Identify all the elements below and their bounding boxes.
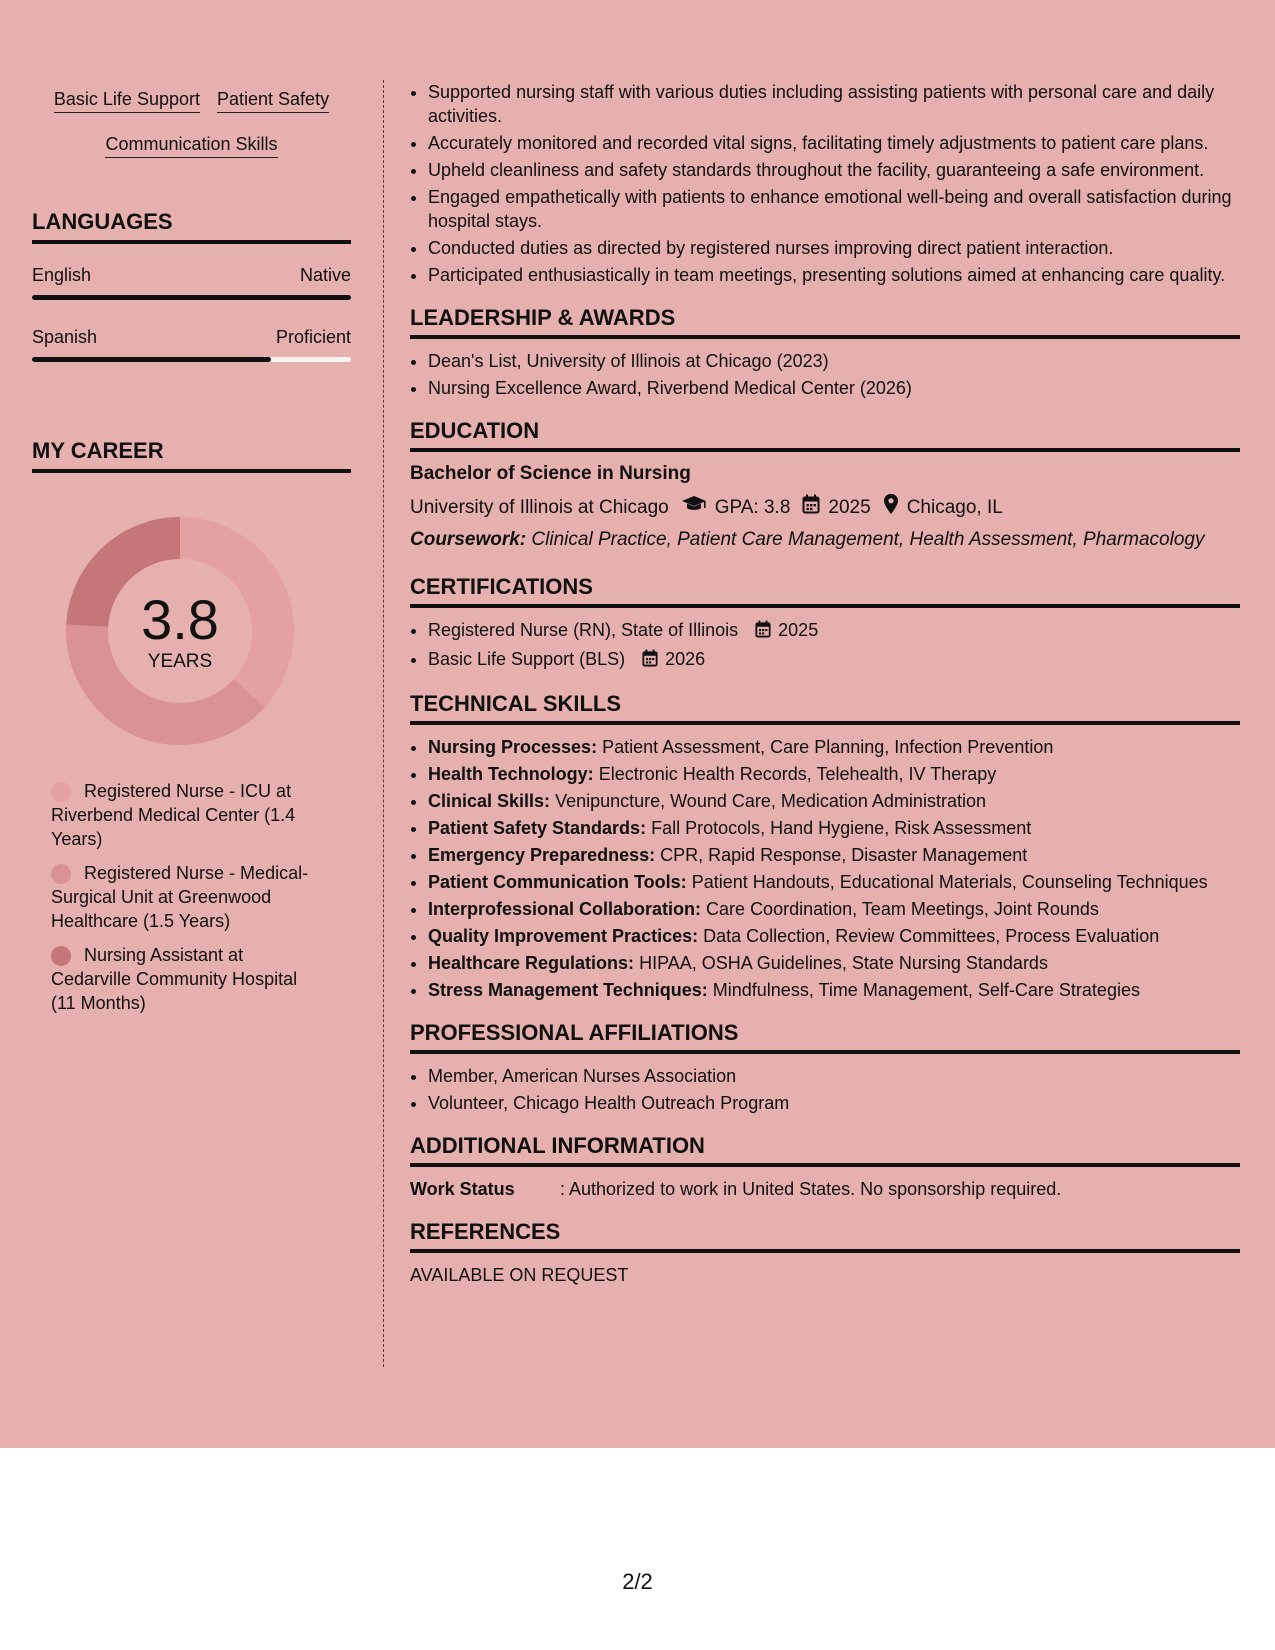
technical-skill-item [428,924,1240,948]
references-text: AVAILABLE ON REQUEST [410,1265,629,1285]
career-item-text: Registered Nurse - ICU at Riverbend Medical Center (1.4 Years) [51,781,296,849]
degree-name: Bachelor of Science in Nursing [410,463,691,484]
affiliations-list [410,1064,1240,1115]
languages-title: LANGUAGES [32,209,173,234]
certification-item [428,647,1240,673]
location-pin-icon [883,493,899,522]
skill-value: Patient Assessment, Care Planning, Infection Prevention [602,737,1054,757]
technical-skill-item [428,870,1240,894]
technical-skills-list [410,735,1240,1002]
career-dot-icon [51,782,71,802]
leadership-item: • Dean's List, University of Illinois at Chicago (2023) [428,349,1240,373]
experience-bullet: • Accurately monitored and recorded vital signs, facilitating timely adjustments to patient care plans. [428,131,1240,155]
skill-label: Quality Improvement Practices: [428,926,699,946]
graduation-cap-icon [681,494,707,521]
career-item [51,943,321,1015]
skill-value: Data Collection, Review Committees, Process Evaluation [703,926,1160,946]
additional-info-title: ADDITIONAL INFORMATION [410,1133,705,1158]
technical-skill-item [428,951,1240,975]
section-rule [32,240,351,244]
career-list [32,779,351,1015]
experience-bullet: • Engaged empathetically with patients to enhance emotional well-being and overall satisfaction during hospital stays. [428,185,1240,233]
technical-skill-item [428,789,1240,813]
skill-label: Health Technology: [428,764,594,784]
skill-tags [32,80,351,158]
skill-label: Clinical Skills: [428,791,551,811]
skill-label: Patient Communication Tools: [428,872,687,892]
coursework-text: Clinical Practice, Patient Care Management, Health Assessment, Pharmacology [531,529,1205,550]
language-bar-fill [32,357,271,362]
skill-label: Emergency Preparedness: [428,845,656,865]
skill-tag: Patient Safety [217,88,329,113]
experience-bullet: • Conducted duties as directed by registered nurses improving direct patient interaction. [428,236,1240,260]
affiliations-title: PROFESSIONAL AFFILIATIONS [410,1020,739,1045]
skill-value: HIPAA, OSHA Guidelines, State Nursing Standards [639,953,1048,973]
section-rule [410,1163,1240,1167]
section-rule [410,335,1240,339]
left-column [32,80,351,1025]
skill-label: Healthcare Regulations: [428,953,635,973]
gpa: GPA: 3.8 [714,496,791,518]
section-rule [410,448,1240,452]
certification-year: 2026 [665,649,706,669]
leadership-title: LEADERSHIP & AWARDS [410,305,676,330]
technical-skill-item [428,816,1240,840]
calendar-icon [642,649,658,673]
education-meta [410,493,1240,522]
career-total-value: 3.8 [141,588,219,651]
language-name: Spanish [32,327,98,347]
skill-value: CPR, Rapid Response, Disaster Management [660,845,1028,865]
technical-skill-item [428,843,1240,867]
affiliation-item: • Member, American Nurses Association [428,1064,1240,1088]
references-title: REFERENCES [410,1219,561,1244]
leadership-item: • Nursing Excellence Award, Riverbend Medical Center (2026) [428,376,1240,400]
language-name: English [32,265,92,285]
graduation-year: 2025 [828,496,871,518]
certification-item [428,618,1240,644]
calendar-icon [802,494,820,521]
career-total-unit: YEARS [147,651,213,672]
technical-skill-item [428,897,1240,921]
skill-label: Patient Safety Standards: [428,818,647,838]
coursework-label: Coursework: [410,529,527,550]
coursework [410,528,1240,552]
section-rule [410,1050,1240,1054]
education-title: EDUCATION [410,418,540,443]
career-title: MY CAREER [32,438,164,463]
technical-skill-item [428,978,1240,1002]
affiliation-item: • Volunteer, Chicago Health Outreach Program [428,1091,1240,1115]
skill-value: Venipuncture, Wound Care, Medication Administration [555,791,986,811]
language-item [32,264,351,300]
skill-value: Care Coordination, Team Meetings, Joint Rounds [706,899,1099,919]
section-rule [410,1249,1240,1253]
experience-bullet: • Supported nursing staff with various duties including assisting patients with personal care and daily activities. [428,80,1240,128]
skill-value: Fall Protocols, Hand Hygiene, Risk Assessment [651,818,1032,838]
certification-name: Basic Life Support (BLS) [428,649,626,669]
skill-label: Nursing Processes: [428,737,598,757]
page-number: 2/2 [622,1569,653,1594]
skill-tag: Communication Skills [105,133,277,158]
right-column [410,80,1240,1287]
school-name: University of Illinois at Chicago [410,496,669,518]
language-level: Proficient [275,327,351,347]
technical-skills-title: TECHNICAL SKILLS [410,691,622,716]
career-donut-chart [66,517,294,745]
career-item-text: Nursing Assistant at Cedarville Community Hospital (11 Months) [51,945,298,1013]
technical-skill-item [428,762,1240,786]
certifications-title: CERTIFICATIONS [410,574,593,599]
work-status [410,1177,1240,1201]
technical-skill-item [428,735,1240,759]
skill-label: Interprofessional Collaboration: [428,899,702,919]
language-bar [32,295,351,300]
leadership-list [410,349,1240,400]
languages-section [32,209,351,362]
language-level: Native [299,265,351,285]
column-divider [383,80,384,1367]
career-dot-icon [51,864,71,884]
calendar-icon [755,620,771,644]
section-rule [32,469,351,473]
career-item-text: Registered Nurse - Medical-Surgical Unit at Greenwood Healthcare (1.5 Years) [51,863,309,931]
skill-label: Stress Management Techniques: [428,980,708,1000]
career-dot-icon [51,946,71,966]
skill-tag: Basic Life Support [54,88,200,113]
work-status-value: : Authorized to work in United States. No sponsorship required. [560,1179,1062,1199]
career-section [32,438,351,1015]
certification-year: 2025 [778,620,819,640]
section-rule [410,604,1240,608]
language-bar-fill [32,295,351,300]
education-location: Chicago, IL [906,496,1003,518]
experience-bullet: • Participated enthusiastically in team meetings, presenting solutions aimed at enhancing care quality. [428,263,1240,287]
skill-value: Patient Handouts, Educational Materials, Counseling Techniques [691,872,1208,892]
skill-value: Mindfulness, Time Management, Self-Care Strategies [712,980,1140,1000]
experience-bullets [410,80,1240,287]
certifications-list [410,618,1240,673]
certification-name: Registered Nurse (RN), State of Illinois [428,620,739,640]
language-item [32,326,351,362]
career-item [51,861,321,933]
skill-value: Electronic Health Records, Telehealth, IV Therapy [598,764,997,784]
career-item [51,779,321,851]
experience-bullet: • Upheld cleanliness and safety standards throughout the facility, guaranteeing a safe environment. [428,158,1240,182]
work-status-label: Work Status [410,1179,515,1199]
section-rule [410,721,1240,725]
language-bar [32,357,351,362]
